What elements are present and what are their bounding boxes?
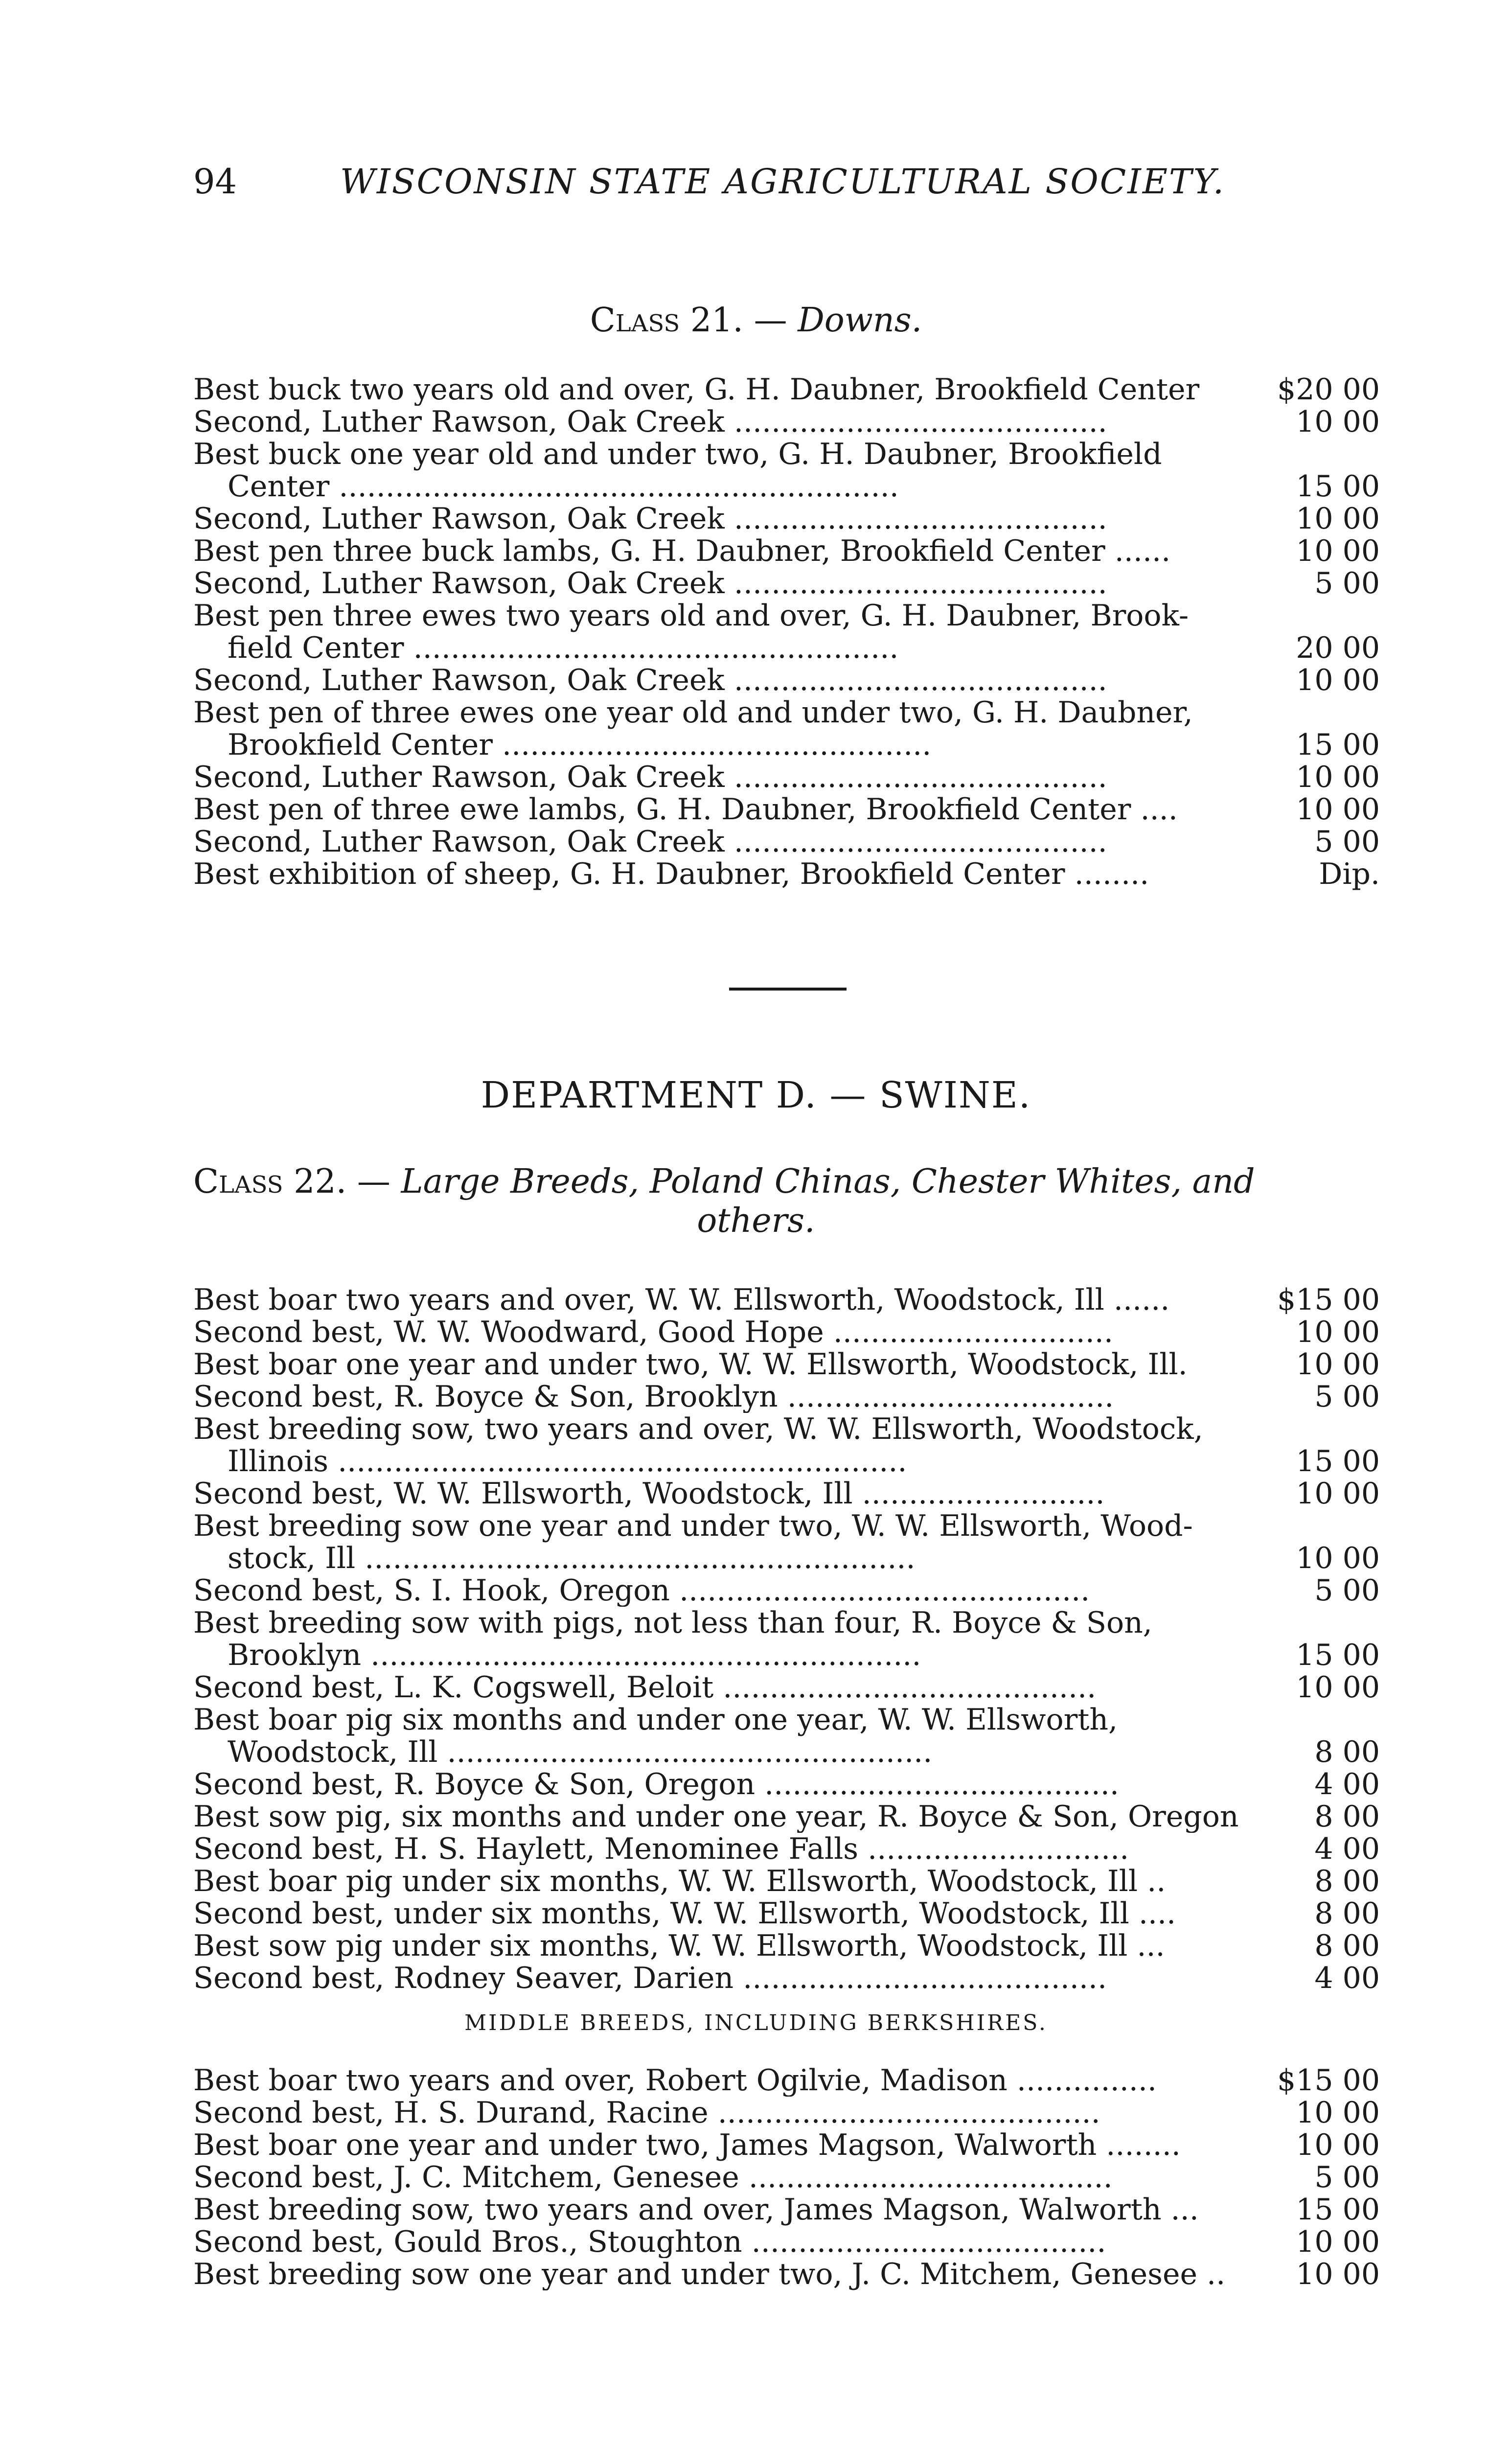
award-entry [193,1348,1380,1381]
award-entry [193,373,1380,406]
award-entry [193,793,1380,826]
award-description: Second, Luther Rawson, Oak Creek ........................................ [193,761,1107,793]
award-entry [193,1413,1380,1477]
award-amount: 8 00 [1314,1800,1380,1834]
award-amount: 5 00 [1314,566,1380,600]
award-description-line: Best breeding sow, two years and over, W. W. Ellsworth, Woodstock, [193,1412,1203,1446]
award-entry [193,1574,1380,1607]
award-description: Best breeding sow one year and under two, J. C. Mitchem, Genesee .. [193,2258,1226,2290]
award-entry [193,1284,1380,1316]
award-description-line: Best pen three ewes two years old and over, G. H. Daubner, Brook- [193,599,1189,633]
class-22-heading: Class 22. — Large Breeds, Poland Chinas, Chester Whites, and [193,1162,1255,1201]
award-description: Second best, R. Boyce & Son, Brooklyn ................................... [193,1381,1114,1413]
award-description: Second best, Gould Bros., Stoughton ...................................... [193,2226,1106,2258]
award-entry [193,761,1380,793]
award-amount: 10 00 [1296,1315,1380,1349]
award-description: Best sow pig under six months, W. W. Ellsworth, Woodstock, Ill ... [193,1930,1165,1962]
page-number: 94 [193,162,237,202]
award-description: Best pen of three ewe lambs, G. H. Daubner, Brookfield Center .... [193,793,1178,826]
running-head [193,162,1294,215]
award-description: Second best, H. S. Haylett, Menominee Falls ............................ [193,1833,1129,1865]
award-amount: 5 00 [1314,1380,1380,1414]
award-entry [193,503,1380,535]
award-amount: 10 00 [1296,2096,1380,2130]
award-description: Best exhibition of sheep, G. H. Daubner, Brookfield Center ........ [193,858,1149,890]
award-entry [193,2097,1380,2129]
award-description: Best sow pig, six months and under one year, R. Boyce & Son, Oregon [193,1801,1239,1833]
award-description: Second best, Rodney Seaver, Darien ....................................... [193,1962,1107,1994]
award-amount: 15 00 [1296,1444,1380,1478]
award-entry [193,1897,1380,1930]
award-entry [193,858,1380,890]
award-amount: 10 00 [1296,534,1380,568]
award-description-line: Best breeding sow one year and under two, W. W. Ellsworth, Wood- [193,1509,1193,1543]
award-amount: 15 00 [1296,1638,1380,1672]
award-entry [193,1381,1380,1413]
award-amount: 10 00 [1296,1541,1380,1575]
class-21-heading: Class 21. — Downs. [590,301,922,340]
award-amount: 8 00 [1314,1929,1380,1963]
class-22-awards-list [0,1284,1512,1994]
award-entry [193,2129,1380,2161]
award-description: Second best, W. W. Ellsworth, Woodstock, Ill .......................... [193,1477,1105,1510]
award-description: Best buck two years old and over, G. H. Daubner, Brookfield Center [193,373,1200,406]
award-entry [193,2258,1380,2290]
section-divider [729,988,847,991]
award-amount: 15 00 [1296,2193,1380,2227]
award-amount: 8 00 [1314,1896,1380,1931]
award-description-line: Best breeding sow with pigs, not less than four, R. Boyce & Son, [193,1606,1152,1640]
award-amount: 8 00 [1314,1735,1380,1769]
award-description: Best pen three buck lambs, G. H. Daubner, Brookfield Center ...... [193,535,1171,567]
award-entry [193,2193,1380,2226]
award-entry [193,2161,1380,2193]
award-description: stock, Ill ........................................................... [228,1542,916,1574]
award-entry [193,438,1380,503]
award-entry [193,1316,1380,1348]
department-heading: DEPARTMENT D. — SWINE. [481,1074,1031,1116]
award-amount: 10 00 [1296,2257,1380,2291]
award-description: Center ............................................................ [228,470,899,503]
middle-breeds-awards-list [0,2064,1512,2290]
award-amount: $15 00 [1277,2063,1380,2098]
award-amount: 5 00 [1314,825,1380,859]
award-description: Second, Luther Rawson, Oak Creek ........................................ [193,826,1107,858]
award-description: Best boar pig under six months, W. W. Ellsworth, Woodstock, Ill .. [193,1865,1166,1897]
award-amount: 4 00 [1314,1832,1380,1866]
award-description: Best boar one year and under two, W. W. Ellsworth, Woodstock, Ill. [193,1348,1188,1381]
award-amount: 4 00 [1314,1961,1380,1995]
award-amount: 10 00 [1296,760,1380,794]
award-entry [193,600,1380,664]
award-description-line: Best boar pig six months and under one year, W. W. Ellsworth, [193,1703,1118,1737]
award-description: Brookfield Center .............................................. [228,729,932,761]
award-entry [193,535,1380,567]
award-description: Second best, J. C. Mitchem, Genesee ....................................... [193,2161,1113,2193]
award-entry [193,1704,1380,1768]
award-amount: 8 00 [1314,1864,1380,1898]
award-entry [193,406,1380,438]
award-amount: 10 00 [1296,1477,1380,1511]
award-description: Second best, L. K. Cogswell, Beloit ........................................ [193,1671,1097,1704]
award-description: Brooklyn ........................................................... [228,1639,921,1671]
award-entry [193,1833,1380,1865]
award-description-line: Best pen of three ewes one year old and under two, G. H. Daubner, [193,695,1193,730]
award-description: Second, Luther Rawson, Oak Creek ........................................ [193,503,1107,535]
award-description: field Center .................................................... [228,632,899,664]
class-22-heading-continued: others. [697,1201,815,1240]
award-entry [193,664,1380,696]
award-description: Woodstock, Ill .................................................... [228,1736,933,1768]
award-entry [193,1930,1380,1962]
award-amount: 10 00 [1296,663,1380,697]
award-amount: 10 00 [1296,1347,1380,1382]
award-description: Best boar one year and under two, James Magson, Walworth ........ [193,2129,1181,2161]
award-entry [193,2064,1380,2097]
award-description: Second best, H. S. Durand, Racine ......................................... [193,2097,1100,2129]
award-amount: 10 00 [1296,792,1380,827]
award-amount: 5 00 [1314,1573,1380,1608]
award-description: Second, Luther Rawson, Oak Creek ........................................ [193,406,1107,438]
award-entry [193,696,1380,761]
running-title: WISCONSIN STATE AGRICULTURAL SOCIETY. [340,162,1226,202]
award-description: Second best, W. W. Woodward, Good Hope .............................. [193,1316,1113,1348]
award-amount: 15 00 [1296,728,1380,762]
award-amount: Dip. [1319,857,1380,891]
award-description: Second, Luther Rawson, Oak Creek ........................................ [193,567,1107,600]
award-amount: 10 00 [1296,1670,1380,1705]
award-description-line: Best buck one year old and under two, G. H. Daubner, Brookfield [193,437,1162,471]
award-amount: 15 00 [1296,469,1380,504]
class-21-awards-list [0,373,1512,890]
award-entry [193,1768,1380,1801]
award-entry [193,2226,1380,2258]
award-entry [193,1962,1380,1994]
award-amount: 10 00 [1296,405,1380,439]
award-amount: 10 00 [1296,2225,1380,2259]
award-amount: 10 00 [1296,2128,1380,2162]
award-amount: 5 00 [1314,2160,1380,2194]
award-entry [193,1510,1380,1574]
award-description: Second best, R. Boyce & Son, Oregon ...................................... [193,1768,1119,1801]
award-entry [193,826,1380,858]
award-entry [193,1801,1380,1833]
award-description: Second, Luther Rawson, Oak Creek ........................................ [193,664,1107,696]
award-description: Second best, under six months, W. W. Ellsworth, Woodstock, Ill .... [193,1897,1176,1930]
award-amount: 20 00 [1296,631,1380,665]
award-description: Best boar two years and over, W. W. Ellsworth, Woodstock, Ill ...... [193,1284,1170,1316]
award-entry [193,567,1380,600]
award-amount: $20 00 [1277,372,1380,407]
award-description: Illinois ............................................................. [228,1445,907,1477]
award-description: Best boar two years and over, Robert Ogilvie, Madison ............... [193,2064,1157,2097]
award-entry [193,1671,1380,1704]
award-amount: 10 00 [1296,502,1380,536]
award-entry [193,1607,1380,1671]
award-amount: $15 00 [1277,1283,1380,1317]
award-amount: 4 00 [1314,1767,1380,1801]
award-entry [193,1477,1380,1510]
award-entry [193,1865,1380,1897]
award-description: Best breeding sow, two years and over, James Magson, Walworth ... [193,2193,1199,2226]
award-description: Second best, S. I. Hook, Oregon ............................................ [193,1574,1090,1607]
middle-breeds-heading: MIDDLE BREEDS, INCLUDING BERKSHIRES. [464,2010,1048,2035]
